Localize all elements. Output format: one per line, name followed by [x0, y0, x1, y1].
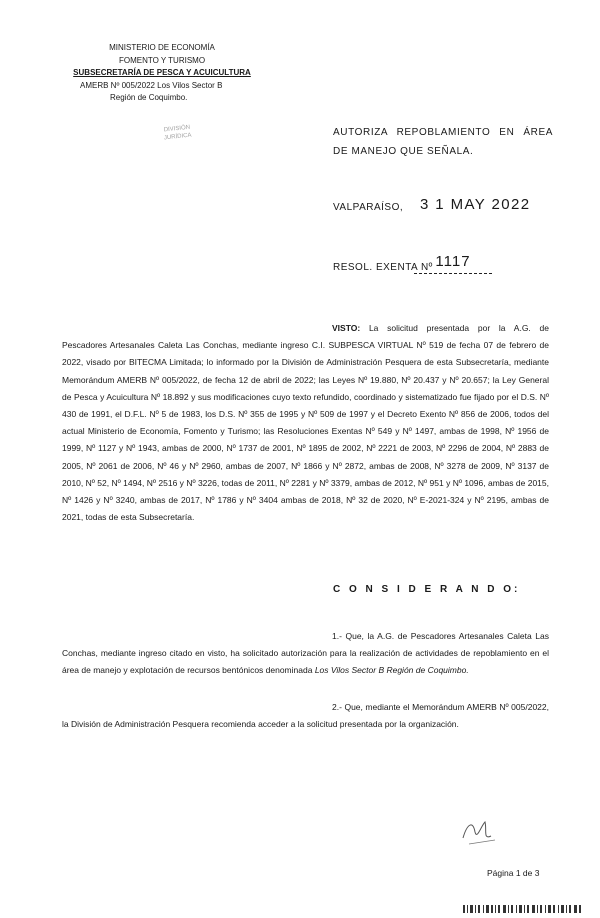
division-stamp [155, 123, 202, 155]
ministry-name: MINISTERIO DE ECONOMÍA [109, 43, 215, 52]
place-label: VALPARAÍSO, [333, 202, 404, 213]
barcode-strip [463, 905, 583, 913]
amerb-reference: AMERB Nº 005/2022 Los Vilos Sector B [80, 80, 223, 90]
initials-mark [455, 810, 505, 850]
resolution-label: RESOL. EXENTA Nº [333, 262, 433, 273]
considerando-heading: C O N S I D E R A N D O: [333, 584, 521, 595]
page-indicator: Página 1 de 3 [487, 868, 540, 878]
stamp-line-2: JURÍDICA [163, 132, 192, 142]
stamp-line-1: DIVISIÓN [163, 124, 191, 134]
document-subject: AUTORIZA REPOBLAMIENTO EN ÁREA DE MANEJO QUE SEÑALA. [333, 127, 553, 157]
visto-paragraph [62, 320, 549, 526]
paragraph-2-text: 2.- Que, mediante el Memorándum AMERB Nº 005/2022, la División de Administración Pesquera recomienda acceder a la solicitud presentada por la organización. [62, 702, 549, 730]
paragraph-1-text: 1.- Que, la A.G. de Pescadores Artesanales Caleta Las Conchas, mediante ingreso citado en visto, ha solicitado autorización para la realización de actividades de repoblamiento en el área de manejo y explotación de recursos bentónicos denominada [62, 631, 549, 676]
subsecretaria-name: SUBSECRETARÍA DE PESCA Y ACUICULTURA [73, 68, 251, 77]
region-reference: Región de Coquimbo. [110, 93, 188, 102]
considerando-paragraph-2 [62, 699, 549, 733]
document-date: 3 1 MAY 2022 [420, 196, 531, 213]
resolution-number: 1117 [414, 253, 492, 274]
considerando-paragraph-1 [62, 628, 549, 680]
area-name: Los Vilos Sector B Región de Coquimbo. [314, 665, 469, 676]
letterhead [62, 42, 262, 105]
visto-label: VISTO: [332, 323, 361, 333]
visto-text: La solicitud presentada por la A.G. de Pescadores Artesanales Caleta Las Conchas, mediante ingreso C.I. SUBPESCA VIRTUAL Nº 519 de fecha 07 de febrero de 2022, visado por BITECMA Limitada; lo informado por la División de Administración Pesquera de esta Subsecretaría, mediante Memorándum AMERB Nº 005/2022, de fecha 12 de abril de 2022; las Leyes Nº 19.880, Nº 20.437 y Nº 20.657; la Ley General de Pesca y Acuicultura Nº 18.892 y sus modificaciones cuyo texto refundido, coordinado y sistematizado fue fijado por el D.S. Nº 430 de 1991, el D.F.L. Nº 5 de 1983, los D.S. Nº 355 de 1995 y Nº 509 de 1997 y el Decreto Exento Nº 856 de 2006, todos del actual Ministerio de Economía, Fomento y Turismo; las Resoluciones Exentas Nº 549 y Nº 1497, ambas de 1998, Nº 1956 de 1999, Nº 1127 y Nº 1943, ambas de 2000, Nº 1737 de 2001, Nº 1895 de 2002, Nº 2221 de 2003, Nº 2296 de 2004, Nº 2883 de 2005, Nº 2061 de 2006, Nº 46 y Nº 2960, ambas de 2007, Nº 1866 y Nº 2872, ambas de 2008, Nº 3278 de 2009, Nº 3137 de 2010, Nº 52, Nº 1494, Nº 2516 y Nº 3226, todas de 2011, Nº 2281 y Nº 3379, ambas de 2012, Nº 951 y Nº 1096, ambas de 2015, Nº 1426 y Nº 3240, ambas de 2017, Nº 1786 y Nº 3404 ambas de 2018, Nº 32 de 2020, Nº E-2021-324 y Nº 2195, ambas de 2021, todas de esta Subsecretaría. [62, 323, 549, 523]
ministry-subtitle: FOMENTO Y TURISMO [118, 55, 206, 65]
